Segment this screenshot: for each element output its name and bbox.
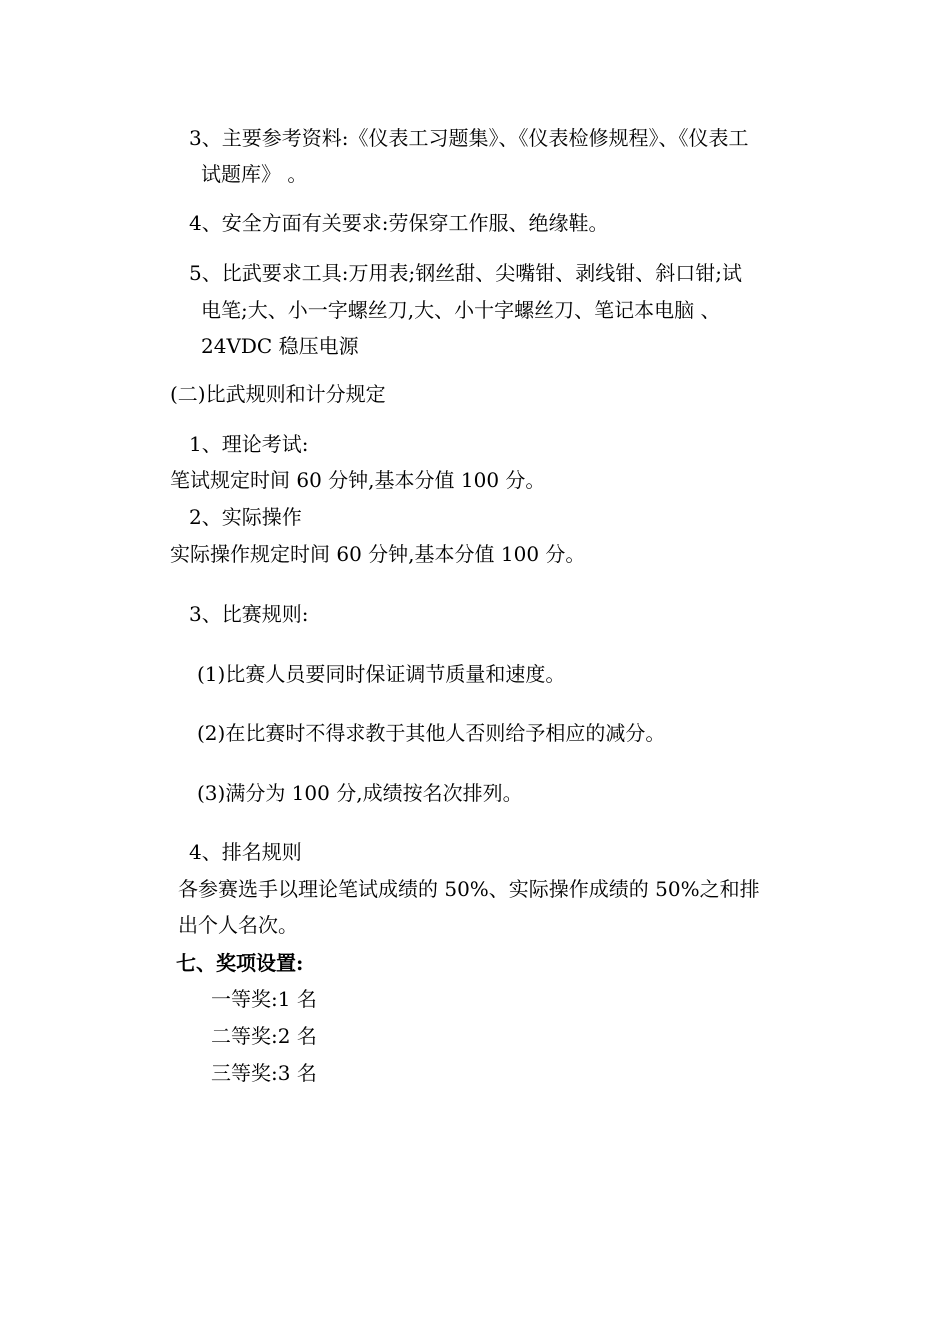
item5-line1: 5、比武要求工具:万用表;钢丝甜、尖嘴钳、剥线钳、斜口钳;试 (189, 261, 742, 285)
rule3-sub3: (3)满分为 100 分,成绩按名次排列。 (197, 781, 523, 805)
item4-text: 4、安全方面有关要求:劳保穿工作服、绝缘鞋。 (189, 211, 609, 235)
item3-line1: 3、主要参考资料:《仪表工习题集》、《仪表检修规程》、《仪表工 (189, 126, 749, 150)
award-first: 一等奖:1 名 (211, 987, 317, 1011)
rule1-text: 笔试规定时间 60 分钟,基本分值 100 分。 (170, 468, 546, 492)
item5-line2: 电笔;大、小一字螺丝刀,大、小十字螺丝刀、笔记本电脑 、 (201, 298, 721, 322)
rule3-sub1: (1)比赛人员要同时保证调节质量和速度。 (197, 662, 566, 686)
rule3-sub2: (2)在比赛时不得求教于其他人否则给予相应的减分。 (197, 721, 666, 745)
section7-heading: 七、奖项设置: (176, 951, 304, 975)
award-third: 三等奖:3 名 (211, 1061, 317, 1085)
item3-line2: 试题库》 。 (201, 162, 308, 186)
rule4-title: 4、排名规则 (189, 840, 302, 864)
rule1-title: 1、理论考试: (189, 432, 309, 456)
item5-line3: 24VDC 稳压电源 (201, 334, 359, 358)
rule4-text-line1: 各参赛选手以理论笔试成绩的 50%、实际操作成绩的 50%之和排 (178, 877, 760, 901)
rule3-title: 3、比赛规则: (189, 602, 309, 626)
rule2-title: 2、实际操作 (189, 505, 302, 529)
rule2-text: 实际操作规定时间 60 分钟,基本分值 100 分。 (170, 542, 586, 566)
award-second: 二等奖:2 名 (211, 1024, 317, 1048)
rule4-text-line2: 出个人名次。 (178, 913, 298, 937)
section2-heading: (二)比武规则和计分规定 (170, 382, 386, 406)
